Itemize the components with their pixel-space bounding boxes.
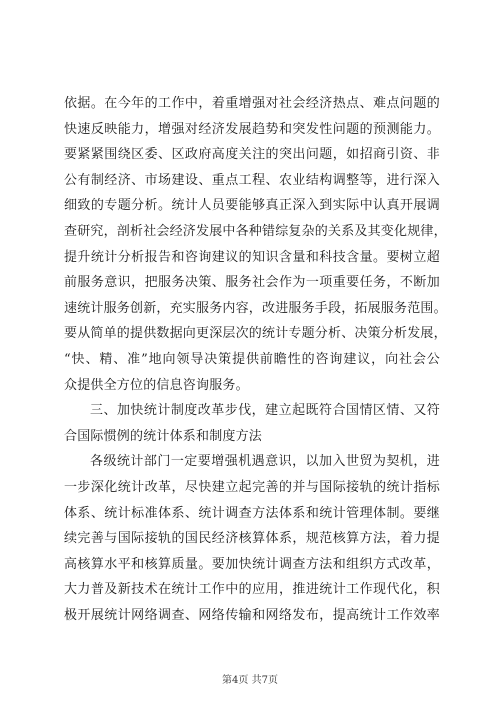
text-line: 要紧紧围绕区委、区政府高度关注的突出问题，如招商引资、非 [64,147,440,163]
page-number-footer: 第4页 共7页 [222,675,278,686]
section-heading-reform [64,398,440,449]
text-line: “快、精、准”地向领导决策提供前瞻性的咨询建议，向社会公 [64,351,440,367]
text-line: 续完善与国际接轨的国民经济核算体系，规范核算方法，着力提 [64,531,440,547]
text-line: 公有制经济、市场建设、重点工程、农业结构调整等，进行深入 [64,172,440,188]
text-line: 前服务意识，把服务决策、服务社会作为一项重要任务，不断加 [64,275,440,291]
text-line: 一步深化统计改革，尽快建立起完善的并与国际接轨的统计指标 [64,479,440,495]
text-line: 依据。在今年的工作中，着重增强对社会经济热点、难点问题的 [64,96,440,111]
text-line: 提升统计分析报告和咨询建议的知识含量和科技含量。要树立超 [64,249,440,265]
heading-line: 合国际惯例的统计体系和制度方法 [64,428,263,444]
text-line: 高核算水平和核算质量。要加快统计调查方法和组织方式改革， [64,556,440,572]
document-body [64,91,447,628]
heading-line: 三、加快统计制度改革步伐，建立起既符合国情区情、又符 [90,403,440,419]
text-line: 速统计服务创新，充实服务内容，改进服务手段，拓展服务范围。 [64,300,447,316]
text-line: 快速反映能力，增强对经济发展趋势和突发性问题的预测能力。 [64,121,440,137]
paragraph-services [64,91,447,398]
text-line: 众提供全方位的信息咨询服务。 [64,377,249,393]
text-line: 查研究，剖析社会经济发展中各种错综复杂的关系及其变化规律， [64,223,447,239]
paragraph-reform [64,449,440,628]
text-line: 细致的专题分析。统计人员要能够真正深入到实际中认真开展调 [64,198,440,214]
text-line: 体系、统计标准体系、统计调查方法体系和统计管理体制。要继 [64,505,440,521]
text-line: 极开展统计网络调查、网络传输和网络发布，提高统计工作效率 [64,607,440,623]
text-line: 大力普及新技术在统计工作中的应用，推进统计工作现代化，积 [64,582,440,598]
text-line: 各级统计部门一定要增强机遇意识，以加入世贸为契机，进 [90,454,440,470]
text-line: 要从简单的提供数据向更深层次的统计专题分析、决策分析发展， [64,326,447,342]
